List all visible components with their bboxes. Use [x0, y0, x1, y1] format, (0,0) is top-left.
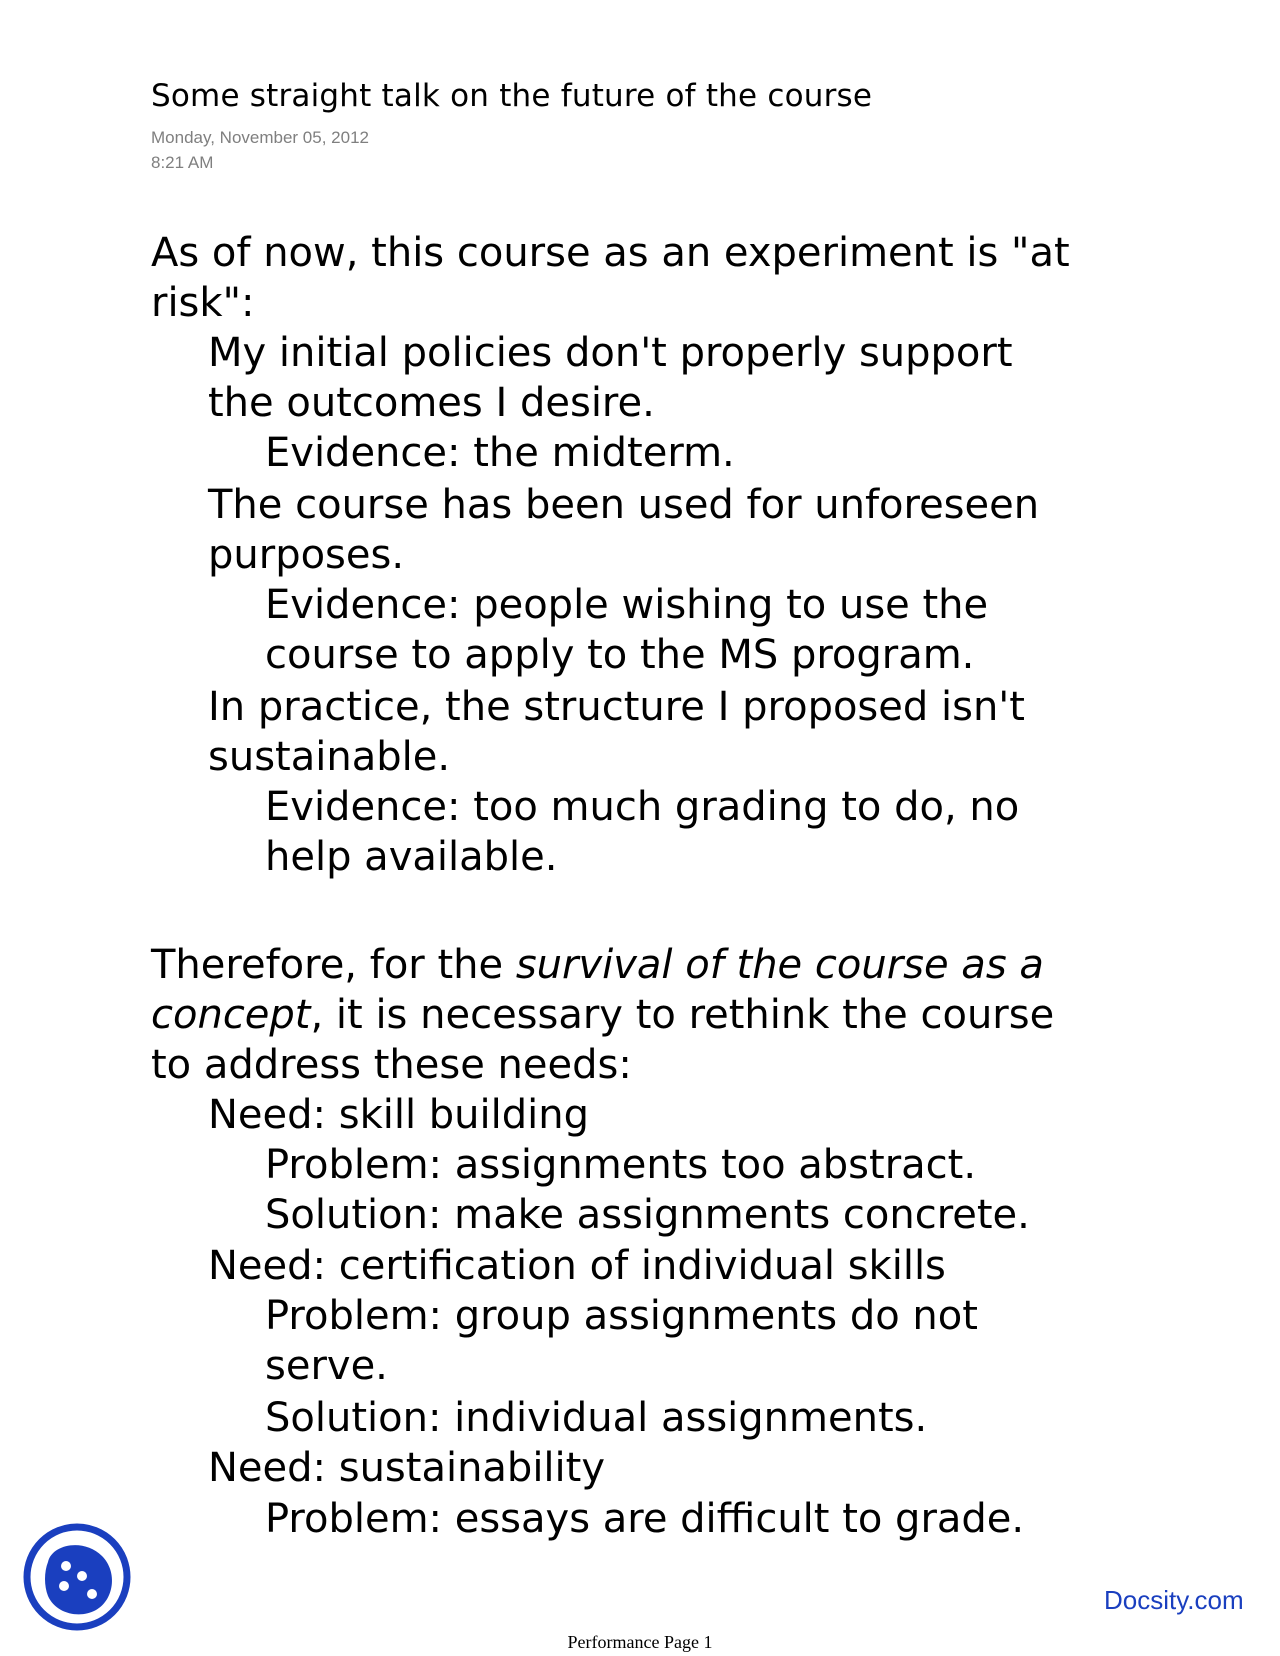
body-line: sustainable. — [208, 734, 451, 780]
body-line: Problem: essays are difficult to grade. — [265, 1496, 1025, 1542]
body-line: My initial policies don't properly support — [208, 330, 1013, 376]
body-line: purposes. — [208, 532, 405, 578]
body-line: Need: certification of individual skills — [208, 1243, 946, 1289]
body-line: Solution: make assignments concrete. — [265, 1192, 1030, 1238]
body-line: help available. — [265, 834, 558, 880]
body-line — [151, 940, 1044, 990]
body-line — [151, 990, 1054, 1040]
body-line: Evidence: people wishing to use the — [265, 582, 989, 628]
docsity-brand-link[interactable]: Docsity.com — [1104, 1585, 1244, 1615]
body-line: Need: skill building — [208, 1092, 589, 1138]
emphasis-text: survival of the course as a — [515, 942, 1044, 988]
text-run: , it is necessary to rethink the course — [310, 992, 1055, 1038]
body-line: Need: sustainability — [208, 1445, 606, 1491]
text-run: Therefore, for the — [151, 942, 516, 988]
body-line: Evidence: too much grading to do, no — [265, 784, 1020, 830]
body-line: Problem: assignments too abstract. — [265, 1142, 977, 1188]
body-line: the outcomes I desire. — [208, 380, 655, 426]
body-line: As of now, this course as an experiment is "at — [151, 230, 1070, 276]
body-line: Evidence: the midterm. — [265, 430, 735, 476]
page-date: Monday, November 05, 2012 — [151, 128, 369, 147]
docsity-logo-icon — [22, 1522, 132, 1632]
body-line: In practice, the structure I proposed isn't — [208, 684, 1025, 730]
emphasis-text: concept — [151, 992, 311, 1038]
body-line: Solution: individual assignments. — [265, 1395, 928, 1441]
page-title: Some straight talk on the future of the course — [151, 78, 873, 114]
page-footer: Performance Page 1 — [567, 1632, 713, 1652]
body-line: serve. — [265, 1343, 388, 1389]
body-line: to address these needs: — [151, 1042, 632, 1088]
body-line: course to apply to the MS program. — [265, 632, 975, 678]
body-line: The course has been used for unforeseen — [208, 482, 1040, 528]
body-line: risk": — [151, 280, 255, 326]
page-time: 8:21 AM — [151, 153, 214, 172]
body-line: Problem: group assignments do not — [265, 1293, 978, 1339]
